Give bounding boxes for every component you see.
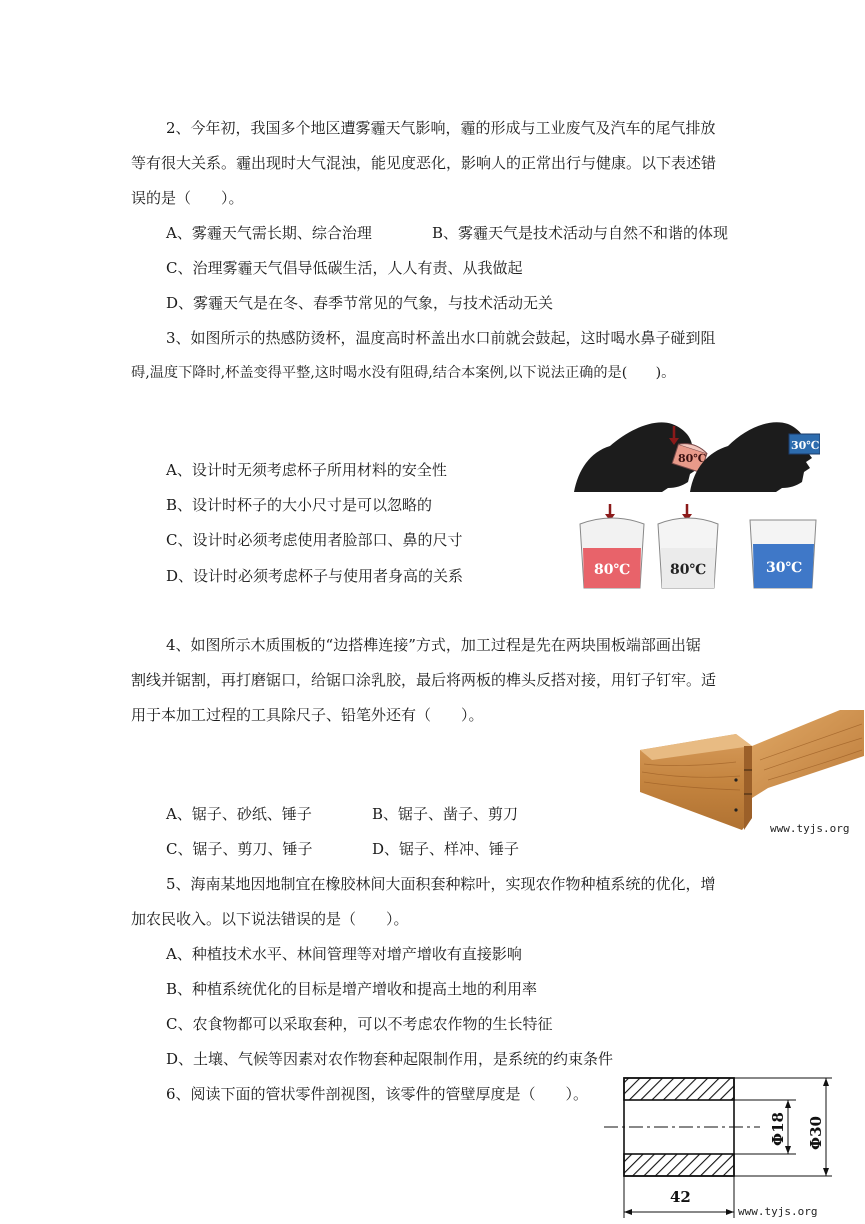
q4-option-d: D、锯子、样冲、锤子 [372,840,520,858]
q3-option-d: D、设计时必须考虑杯子与使用者身高的关系 [166,567,464,585]
dim-outer-diameter: Φ30 [807,1116,825,1150]
q2-option-d: D、雾霾天气是在冬、春季节常见的气象，与技术活动无关 [166,294,554,312]
q5-option-d: D、土壤、气候等因素对农作物套种起限制作用，是系统的约束条件 [166,1050,614,1068]
cool-cup-label: 30℃ [791,439,820,452]
q2-stem-line-1: 2、今年初，我国多个地区遭雾霾天气影响，霾的形成与工业废气及汽车的尾气排放 [166,119,716,137]
q4-option-b: B、锯子、凿子、剪刀 [372,805,519,823]
dim-inner-diameter: Φ18 [769,1112,787,1146]
q4-option-a: A、锯子、砂纸、锤子 [166,805,312,823]
pipe-section-figure [600,1072,865,1222]
q2-stem-line-2: 等有很大关系。霾出现时大气混浊，能见度恶化，影响人的正常出行与健康。以下表述错 [131,154,717,172]
q6-watermark: www.tyjs.org [738,1205,818,1218]
q5-stem-line-2: 加农民收入。以下说法错误的是（ ）。 [131,910,409,928]
q3-option-c: C、设计时必须考虑使用者脸部口、鼻的尺寸 [166,531,463,549]
q2-option-a: A、雾霾天气需长期、综合治理 [166,224,372,242]
q4-stem-line-2: 割线并锯割，再打磨锯口，给锯口涂乳胶，最后将两板的榫头反搭对接，用钉子钉牢。适 [131,671,717,689]
hot-cup-label: 80℃ [678,452,707,465]
q4-watermark: www.tyjs.org [770,822,850,835]
q6-stem-line-1: 6、阅读下面的管状零件剖视图，该零件的管壁厚度是（ ）。 [166,1085,589,1103]
blue-cup-label: 30℃ [766,560,803,576]
dim-length: 42 [670,1188,691,1206]
wood-joint-figure [640,710,864,840]
q4-stem-line-1: 4、如图所示木质围板的“边搭榫连接”方式，加工过程是先在两块围板端部画出锯 [166,636,701,654]
white-cup-label: 80℃ [670,562,707,578]
q4-option-c: C、锯子、剪刀、锤子 [166,840,313,858]
q2-stem-line-3: 误的是（ ）。 [131,189,244,207]
q4-stem-line-3: 用于本加工过程的工具除尺子、铅笔外还有（ ）。 [131,706,484,724]
q3-stem-line-1: 3、如图所示的热感防烫杯，温度高时杯盖出水口前就会鼓起，这时喝水鼻子碰到阻 [166,329,716,347]
q3-stem-line-2: 碍,温度下降时,杯盖变得平整,这时喝水没有阻碍,结合本案例,以下说法正确的是( )。 [131,365,676,381]
q3-option-b: B、设计时杯子的大小尺寸是可以忽略的 [166,496,433,514]
q5-option-a: A、种植技术水平、林间管理等对增产增收有直接影响 [166,945,522,963]
q5-option-c: C、农食物都可以采取套种，可以不考虑农作物的生长特征 [166,1015,553,1033]
q5-stem-line-1: 5、海南某地因地制宜在橡胶林间大面积套种粽叶，实现农作物种植系统的优化，增 [166,875,716,893]
q2-option-b: B、雾霾天气是技术活动与自然不和谐的体现 [432,224,729,242]
red-cup-label: 80℃ [594,562,631,578]
q3-option-a: A、设计时无须考虑杯子所用材料的安全性 [166,461,447,479]
thermo-cup-figure [570,412,820,594]
q2-option-c: C、治理雾霾天气倡导低碳生活，人人有责、从我做起 [166,259,523,277]
q5-option-b: B、种植系统优化的目标是增产增收和提高土地的利用率 [166,980,538,998]
